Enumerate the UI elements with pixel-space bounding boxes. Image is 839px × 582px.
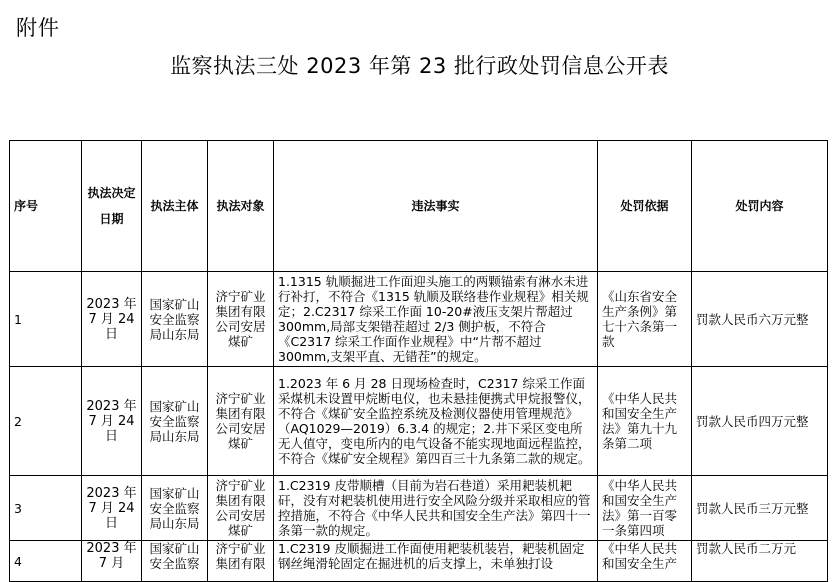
header-penalty: 处罚内容	[692, 141, 828, 272]
cell-date: 2023 年 7 月 24 日	[82, 272, 142, 367]
cell-fact: 1.1315 轨顺掘进工作面迎头施工的两颗锚索有淋水未进行补打，不符合《1315 轨顺及联络巷作业规程》相关规定；2.C2317 综采工作面 10-20#液压支架片帮超过 300mm,局部支架错茬超过 2/3 侧护板，不符合《C2317 综采工作面作业规程》中“片帮不超过 300mm,支架平直、无错茬”的规定。	[274, 272, 598, 367]
cell-date: 2023 年 7 月 24 日	[82, 367, 142, 476]
cell-num: 4	[10, 541, 82, 582]
cell-target: 济宁矿业集团有限公司安居煤矿	[208, 476, 274, 541]
cell-fact: 1.2023 年 6 月 28 日现场检查时，C2317 综采工作面采煤机未设置甲烷断电仪，也未悬挂便携式甲烷报警仪，不符合《煤矿安全监控系统及检测仪器使用管理规范》（AQ1029—2019）6.3.4 的规定；2.井下采区变电所无人值守，变电所内的电气设备不能实现地面远程监控，不符合《煤矿安全规程》第四百三十九条第二款的规定。	[274, 367, 598, 476]
cell-org: 国家矿山安全监察	[142, 541, 208, 582]
table-row	[10, 541, 828, 582]
header-num: 序号	[10, 141, 82, 272]
cell-date: 2023 年 7 月	[82, 541, 142, 582]
cell-basis: 《中华人民共和国安全生产法》第九十九条第二项	[598, 367, 692, 476]
cell-penalty: 罚款人民币四万元整	[692, 367, 828, 476]
cell-fact: 1.C2319 皮顺掘进工作面使用耙装机装岩，耙装机固定钢丝绳滑轮固定在掘进机的后支撑上，未单独打设	[274, 541, 598, 582]
penalty-table	[9, 140, 828, 582]
cell-num: 2	[10, 367, 82, 476]
cell-basis: 《中华人民共和国安全生产	[598, 541, 692, 582]
cell-penalty: 罚款人民币六万元整	[692, 272, 828, 367]
header-date: 执法决定日期	[82, 141, 142, 272]
cell-basis: 《山东省安全生产条例》第七十六条第一款	[598, 272, 692, 367]
header-target: 执法对象	[208, 141, 274, 272]
cell-num: 1	[10, 272, 82, 367]
header-basis: 处罚依据	[598, 141, 692, 272]
cell-num: 3	[10, 476, 82, 541]
header-fact: 违法事实	[274, 141, 598, 272]
table-row	[10, 272, 828, 367]
cell-fact: 1.C2319 皮带顺槽（目前为岩石巷道）采用耙装机耙矸，没有对耙装机使用进行安全风险分级并采取相应的管控措施，不符合《中华人民共和国安全生产法》第四十一条第一款的规定。	[274, 476, 598, 541]
header-org: 执法主体	[142, 141, 208, 272]
cell-org: 国家矿山安全监察局山东局	[142, 272, 208, 367]
table-row	[10, 476, 828, 541]
table-row	[10, 367, 828, 476]
cell-penalty: 罚款人民币二万元	[692, 541, 828, 582]
cell-date: 2023 年 7 月 24 日	[82, 476, 142, 541]
cell-org: 国家矿山安全监察局山东局	[142, 476, 208, 541]
page-title: 监察执法三处 2023 年第 23 批行政处罚信息公开表	[170, 54, 669, 78]
attachment-label: 附件	[16, 16, 60, 40]
cell-target: 济宁矿业集团有限	[208, 541, 274, 582]
cell-target: 济宁矿业集团有限公司安居煤矿	[208, 367, 274, 476]
cell-penalty: 罚款人民币三万元整	[692, 476, 828, 541]
cell-target: 济宁矿业集团有限公司安居煤矿	[208, 272, 274, 367]
cell-org: 国家矿山安全监察局山东局	[142, 367, 208, 476]
cell-basis: 《中华人民共和国安全生产法》第一百零一条第四项	[598, 476, 692, 541]
table-header-row	[10, 141, 828, 272]
